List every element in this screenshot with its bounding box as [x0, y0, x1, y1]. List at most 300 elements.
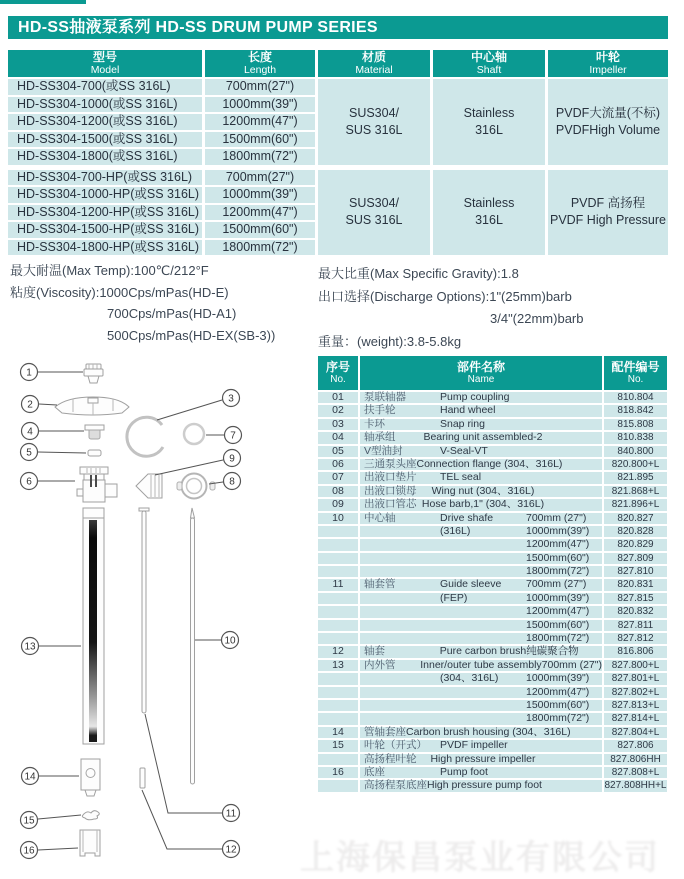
part-name-cn: 卡环: [364, 417, 385, 430]
callout-1: [21, 364, 38, 381]
part-name-en: (316L): [440, 524, 471, 537]
model-cell: HD-SS304-1000(或SS 316L): [8, 97, 202, 113]
length-cell: 700mm(27"): [205, 79, 315, 95]
part-name-cell: [360, 780, 602, 791]
part-name-cell: [360, 459, 602, 470]
part-size: 1500mm(60"): [526, 698, 590, 711]
svg-text:6: 6: [26, 476, 32, 488]
part-size: [544, 499, 602, 510]
shaft-cell: [433, 170, 545, 256]
shaft-line2: 316L: [475, 213, 503, 228]
callout-3: [223, 390, 240, 407]
callout-14: [22, 768, 39, 785]
part-name-cell: [360, 754, 602, 765]
part-name-en: Connection flange (304、316L): [416, 457, 563, 470]
part-name-cn: [360, 539, 440, 550]
header-length: [205, 50, 315, 77]
spec-table-row: [8, 132, 315, 148]
part-brush-housing: [81, 759, 100, 796]
svg-text:16: 16: [23, 845, 35, 857]
part-name-cn: 内外管: [364, 658, 396, 671]
spec-table-row: [8, 187, 315, 203]
spec-group-hp: [318, 170, 668, 256]
part-no: 09: [318, 499, 358, 510]
part-size: [526, 767, 602, 778]
part-size: [542, 780, 602, 791]
callout-13: [22, 638, 39, 655]
part-size: 1500mm(60"): [526, 618, 590, 631]
part-size: 700mm (27"): [541, 658, 602, 671]
part-size: 1200mm(47"): [526, 538, 590, 551]
impeller-line2: PVDF High Pressure: [549, 213, 666, 228]
part-name-cn: V型油封: [364, 444, 403, 457]
part-size: [526, 405, 602, 416]
part-code: 821.895: [604, 472, 667, 483]
part-name-cell: [360, 486, 602, 497]
spec-table-row: [8, 240, 315, 256]
impeller-line1: PVDF大流量(不标): [555, 105, 661, 120]
callout-5: [21, 444, 38, 461]
part-code: 827.800+L: [604, 660, 667, 671]
part-code: 820.831: [604, 579, 667, 590]
parts-table-row: [318, 459, 667, 470]
parts-table-row: [318, 419, 667, 430]
header-impeller-cn: 叶轮: [595, 50, 620, 64]
part-size: 1000mm(39"): [526, 591, 590, 604]
parts-header-name-en: Name: [467, 374, 495, 385]
part-no: [318, 593, 358, 604]
model-cell: HD-SS304-1800(或SS 316L): [8, 149, 202, 165]
note-weight: 重量：(weight):3.8-5.8kg: [318, 333, 462, 349]
part-pump-foot: [80, 830, 100, 856]
parts-table-row: [318, 660, 667, 671]
length-cell: 1500mm(60"): [205, 222, 315, 238]
part-hand-wheel: [55, 397, 129, 415]
part-no: 14: [318, 727, 358, 738]
part-no: [318, 673, 358, 684]
part-name-cell: [360, 700, 602, 711]
part-no: 04: [318, 432, 358, 443]
parts-table-row: [318, 727, 667, 738]
part-o-ring: [184, 424, 204, 444]
model-cell: HD-SS304-1500-HP(或SS 316L): [8, 222, 202, 238]
part-name-en: Inner/outer tube assembly: [420, 658, 542, 671]
part-name-cell: [360, 646, 602, 657]
shaft-cell: [433, 79, 545, 165]
part-name-cn: 扶手轮: [364, 404, 396, 417]
part-name-cn: [360, 566, 440, 577]
part-name-cell: [360, 566, 602, 577]
part-code: 827.806HH: [604, 754, 667, 765]
part-name-cn: 底座: [364, 765, 385, 778]
part-name-cell: [360, 405, 602, 416]
header-material: [318, 50, 430, 77]
part-outer-tube: [83, 508, 104, 744]
parts-table-row: [318, 633, 667, 644]
part-bearing-unit: [85, 425, 104, 439]
header-impeller-en: Impeller: [589, 64, 627, 76]
spec-table-row: [8, 205, 315, 221]
impeller-line1: PVDF 高扬程: [570, 196, 646, 211]
length-cell: 1200mm(47"): [205, 205, 315, 221]
part-size: [526, 419, 602, 430]
parts-table-row: [318, 593, 667, 604]
part-pump-head: [77, 467, 117, 502]
part-name-cn: 中心轴: [364, 511, 396, 524]
part-code: 810.804: [604, 392, 667, 403]
parts-table-row: [318, 780, 667, 791]
parts-table-header: [318, 356, 667, 390]
shaft-line2: 316L: [475, 122, 503, 137]
svg-text:2: 2: [27, 399, 33, 411]
part-name-cn: 三通泵头座: [364, 457, 417, 470]
part-name-cell: [360, 392, 602, 403]
notes-right: [318, 263, 583, 353]
part-name-cell: [360, 620, 602, 631]
part-no: [318, 566, 358, 577]
parts-table-row: [318, 392, 667, 403]
callout-7: [225, 427, 242, 444]
part-name-en: [440, 700, 526, 711]
part-name-cell: [360, 539, 602, 550]
parts-table-row: [318, 486, 667, 497]
part-no: [318, 553, 358, 564]
part-name-cell: [360, 432, 602, 443]
parts-table-row: [318, 499, 667, 510]
part-name-en: Bearing unit assembled-2: [423, 431, 543, 444]
part-name-cn: 轴承组: [364, 431, 396, 444]
parts-table-row: [318, 646, 667, 657]
callout-9: [224, 450, 241, 467]
part-code: 820.832: [604, 606, 667, 617]
model-cell: HD-SS304-1500(或SS 316L): [8, 132, 202, 148]
impeller-cell: [548, 170, 668, 256]
length-cell: 700mm(27"): [205, 170, 315, 186]
part-no: [318, 713, 358, 724]
part-size: 1200mm(47"): [526, 605, 590, 618]
part-name-cell: [360, 446, 602, 457]
part-snap-ring: [127, 417, 163, 456]
part-name-cn: 管轴套座: [364, 725, 406, 738]
spec-table-row: [8, 114, 315, 130]
part-name-cn: [360, 553, 440, 564]
part-size: [543, 432, 602, 443]
part-code: 827.804+L: [604, 727, 667, 738]
part-code: 820.800+L: [604, 459, 667, 470]
part-name-en: High pressure pump foot: [427, 779, 542, 792]
part-wing-nut: [177, 474, 215, 499]
svg-text:10: 10: [224, 635, 236, 647]
part-name-en: (304、316L): [440, 672, 499, 685]
header-model-en: Model: [90, 64, 120, 76]
part-name-en: Hose barb,1" (304、316L): [421, 498, 545, 511]
length-cell: 1200mm(47"): [205, 114, 315, 130]
part-name-en: [440, 606, 526, 617]
parts-table-row: [318, 405, 667, 416]
spec-merged-cells: [318, 79, 668, 260]
part-name-cn: 高扬程泵底座: [364, 779, 427, 792]
part-code: 827.806: [604, 740, 667, 751]
header-model-cn: 型号: [92, 50, 117, 64]
parts-header-no-en: No.: [330, 374, 346, 385]
header-shaft: [433, 50, 545, 77]
part-name-cn: 高扬程叶轮: [364, 752, 417, 765]
part-name-cn: [360, 673, 440, 684]
parts-table-row: [318, 539, 667, 550]
part-size: 1800mm(72"): [526, 565, 590, 578]
header-length-cn: 长度: [247, 50, 272, 64]
shaft-line1: Stainless: [463, 105, 515, 120]
part-no: 07: [318, 472, 358, 483]
header-impeller: [548, 50, 668, 77]
part-name-cell: [360, 767, 602, 778]
part-no: [318, 539, 358, 550]
part-no: 15: [318, 740, 358, 751]
part-size: [526, 740, 602, 751]
impeller-line2: PVDFHigh Volume: [555, 122, 661, 137]
parts-table-row: [318, 673, 667, 684]
svg-text:13: 13: [24, 641, 36, 653]
spec-table-header: [8, 50, 668, 77]
part-name-cell: [360, 660, 602, 671]
header-shaft-en: Shaft: [476, 64, 502, 76]
svg-text:9: 9: [229, 453, 235, 465]
part-no: [318, 526, 358, 537]
parts-table-row: [318, 606, 667, 617]
model-cell: HD-SS304-700(或SS 316L): [8, 79, 202, 95]
part-name-cn: [360, 526, 440, 537]
parts-table-row: [318, 687, 667, 698]
part-code: 821.896+L: [604, 499, 667, 510]
svg-text:7: 7: [230, 430, 236, 442]
part-name-en: [440, 566, 526, 577]
part-name-en: [440, 539, 526, 550]
svg-text:11: 11: [225, 808, 237, 820]
note-viscosity-3: 500Cps/mPas(HD-EX(SB-3)): [107, 327, 276, 343]
part-name-en: Wing nut (304、316L): [431, 484, 535, 497]
length-cell: 1000mm(39"): [205, 97, 315, 113]
parts-table-row: [318, 620, 667, 631]
part-no: 08: [318, 486, 358, 497]
part-code: 827.814+L: [604, 713, 667, 724]
part-size: 纯碳聚合物: [526, 645, 579, 658]
part-name-en: TEL seal: [440, 471, 482, 484]
part-name-cell: [360, 526, 602, 537]
part-name-cn: [360, 687, 440, 698]
part-size: 1200mm(47"): [526, 685, 590, 698]
part-name-cn: 出液口管芯: [364, 498, 417, 511]
part-drive-shaft-rod: [191, 508, 195, 784]
part-size: [526, 392, 602, 403]
part-name-en: [440, 687, 526, 698]
parts-table-row: [318, 513, 667, 524]
part-no: 16: [318, 767, 358, 778]
part-name-cell: [360, 740, 602, 751]
spec-table: [8, 50, 668, 260]
part-no: [318, 780, 358, 791]
parts-table-row: [318, 553, 667, 564]
model-cell: HD-SS304-1200(或SS 316L): [8, 114, 202, 130]
part-name-cn: 出液口垫片: [364, 471, 417, 484]
part-name-cn: 泵联轴器: [364, 391, 406, 403]
parts-header-name: [360, 356, 602, 390]
top-accent-strip: [0, 0, 86, 4]
spec-table-row: [8, 222, 315, 238]
part-size: 700mm (27"): [526, 578, 587, 591]
material-line1: SUS304/: [348, 105, 400, 120]
parts-header-code-cn: 配件编号: [611, 360, 660, 374]
svg-text:15: 15: [23, 815, 35, 827]
part-name-en: Pump coupling: [440, 391, 510, 403]
part-code: 827.815: [604, 593, 667, 604]
part-pump-coupling: [84, 364, 103, 383]
callout-16: [21, 842, 38, 859]
part-code: 827.813+L: [604, 700, 667, 711]
part-code: 840.800: [604, 446, 667, 457]
part-no: [318, 633, 358, 644]
svg-text:8: 8: [229, 476, 235, 488]
part-name-en: [440, 713, 526, 724]
part-name-cell: [360, 513, 602, 524]
parts-table-row: [318, 446, 667, 457]
parts-header-no-cn: 序号: [325, 360, 350, 374]
part-name-en: [440, 633, 526, 644]
part-guide-sleeve-rod: [139, 508, 149, 713]
note-viscosity-2: 700Cps/mPas(HD-A1): [107, 306, 237, 321]
part-name-cell: [360, 419, 602, 430]
material-cell: [318, 170, 430, 256]
part-name-cell: [360, 499, 602, 510]
part-size: 1000mm(39"): [526, 524, 590, 537]
model-cell: HD-SS304-1000-HP(或SS 316L): [8, 187, 202, 203]
model-cell: HD-SS304-700-HP(或SS 316L): [8, 170, 202, 186]
parts-table-row: [318, 566, 667, 577]
note-viscosity-1: 粘度(Viscosity):1000Cps/mPas(HD-E): [10, 284, 229, 300]
part-no: [318, 606, 358, 617]
part-v-seal: [88, 450, 101, 456]
notes-left: [10, 260, 275, 346]
note-discharge-2: 3/4"(22mm)barb: [490, 311, 584, 326]
part-size: 1800mm(72"): [526, 712, 590, 725]
part-code: 810.838: [604, 432, 667, 443]
spec-table-row: [8, 149, 315, 165]
parts-table-row: [318, 713, 667, 724]
part-code: 827.801+L: [604, 673, 667, 684]
part-name-en: Drive shafe: [440, 511, 494, 524]
part-code: 820.827: [604, 513, 667, 524]
callout-15: [21, 812, 38, 829]
spec-table-row: [8, 79, 315, 95]
part-code: 827.810: [604, 566, 667, 577]
part-code: 827.809: [604, 553, 667, 564]
part-name-cell: [360, 579, 602, 590]
part-no: [318, 700, 358, 711]
callout-2: [22, 396, 39, 413]
part-name-cell: [360, 553, 602, 564]
spec-model-rows: [8, 79, 315, 260]
length-cell: 1800mm(72"): [205, 149, 315, 165]
callout-6: [21, 473, 38, 490]
parts-table-row: [318, 432, 667, 443]
part-name-en: Snap ring: [440, 417, 485, 430]
part-size: [536, 754, 602, 765]
parts-table: [318, 356, 667, 794]
part-size: 1800mm(72"): [526, 632, 590, 645]
part-code: 820.828: [604, 526, 667, 537]
part-name-cn: [360, 633, 440, 644]
part-code: 827.811: [604, 620, 667, 631]
part-code: 827.812: [604, 633, 667, 644]
parts-table-row: [318, 526, 667, 537]
parts-header-code: [604, 356, 667, 390]
part-size: [526, 446, 602, 457]
part-name-cn: [360, 700, 440, 711]
note-specific-gravity: 最大比重(Max Specific Gravity):1.8: [318, 266, 519, 281]
part-name-cn: [360, 620, 440, 631]
spec-group-standard: [318, 79, 668, 165]
material-cell: [318, 79, 430, 165]
part-name-en: Guide sleeve: [440, 578, 502, 591]
part-name-cell: [360, 687, 602, 698]
part-name-cn: 叶轮（开式）: [364, 739, 427, 752]
part-size: 700mm (27"): [526, 511, 587, 524]
part-code: 827.808+L: [604, 767, 667, 778]
part-name-en: (FEP): [440, 591, 468, 604]
model-cell: HD-SS304-1800-HP(或SS 316L): [8, 240, 202, 256]
callout-8: [224, 473, 241, 490]
part-name-en: Pure carbon brush: [439, 645, 527, 658]
parts-table-row: [318, 767, 667, 778]
part-impeller: [82, 811, 99, 820]
callout-4: [22, 423, 39, 440]
part-code: 816.806: [604, 646, 667, 657]
exploded-parts-diagram: [5, 358, 315, 868]
part-name-cell: [360, 727, 602, 738]
part-name-en: V-Seal-VT: [440, 444, 488, 457]
part-no: [318, 687, 358, 698]
part-size: [571, 727, 602, 738]
part-size: [526, 472, 602, 483]
part-no: 10: [318, 513, 358, 524]
svg-text:1: 1: [26, 367, 32, 379]
part-carbon-brush: [140, 768, 145, 788]
header-material-en: Material: [355, 64, 393, 76]
part-size: 1500mm(60"): [526, 551, 590, 564]
part-no: 12: [318, 646, 358, 657]
part-name-en: PVDF impeller: [440, 739, 508, 752]
parts-table-row: [318, 700, 667, 711]
part-no: 11: [318, 579, 358, 590]
part-name-cell: [360, 633, 602, 644]
svg-text:14: 14: [24, 771, 36, 783]
parts-table-row: [318, 579, 667, 590]
parts-table-row: [318, 740, 667, 751]
part-name-cn: [360, 606, 440, 617]
part-name-cell: [360, 606, 602, 617]
part-name-cn: 轴套管: [364, 578, 396, 591]
part-size: [534, 486, 602, 497]
part-name-en: [440, 620, 526, 631]
material-line2: SUS 316L: [345, 213, 403, 228]
callout-12: [223, 841, 240, 858]
length-cell: 1000mm(39"): [205, 187, 315, 203]
parts-table-row: [318, 472, 667, 483]
part-name-cn: 出液口锁母: [364, 484, 417, 497]
svg-text:12: 12: [225, 844, 237, 856]
part-name-cell: [360, 673, 602, 684]
impeller-cell: [548, 79, 668, 165]
part-name-en: Carbon brush housing (304、316L): [406, 725, 571, 738]
